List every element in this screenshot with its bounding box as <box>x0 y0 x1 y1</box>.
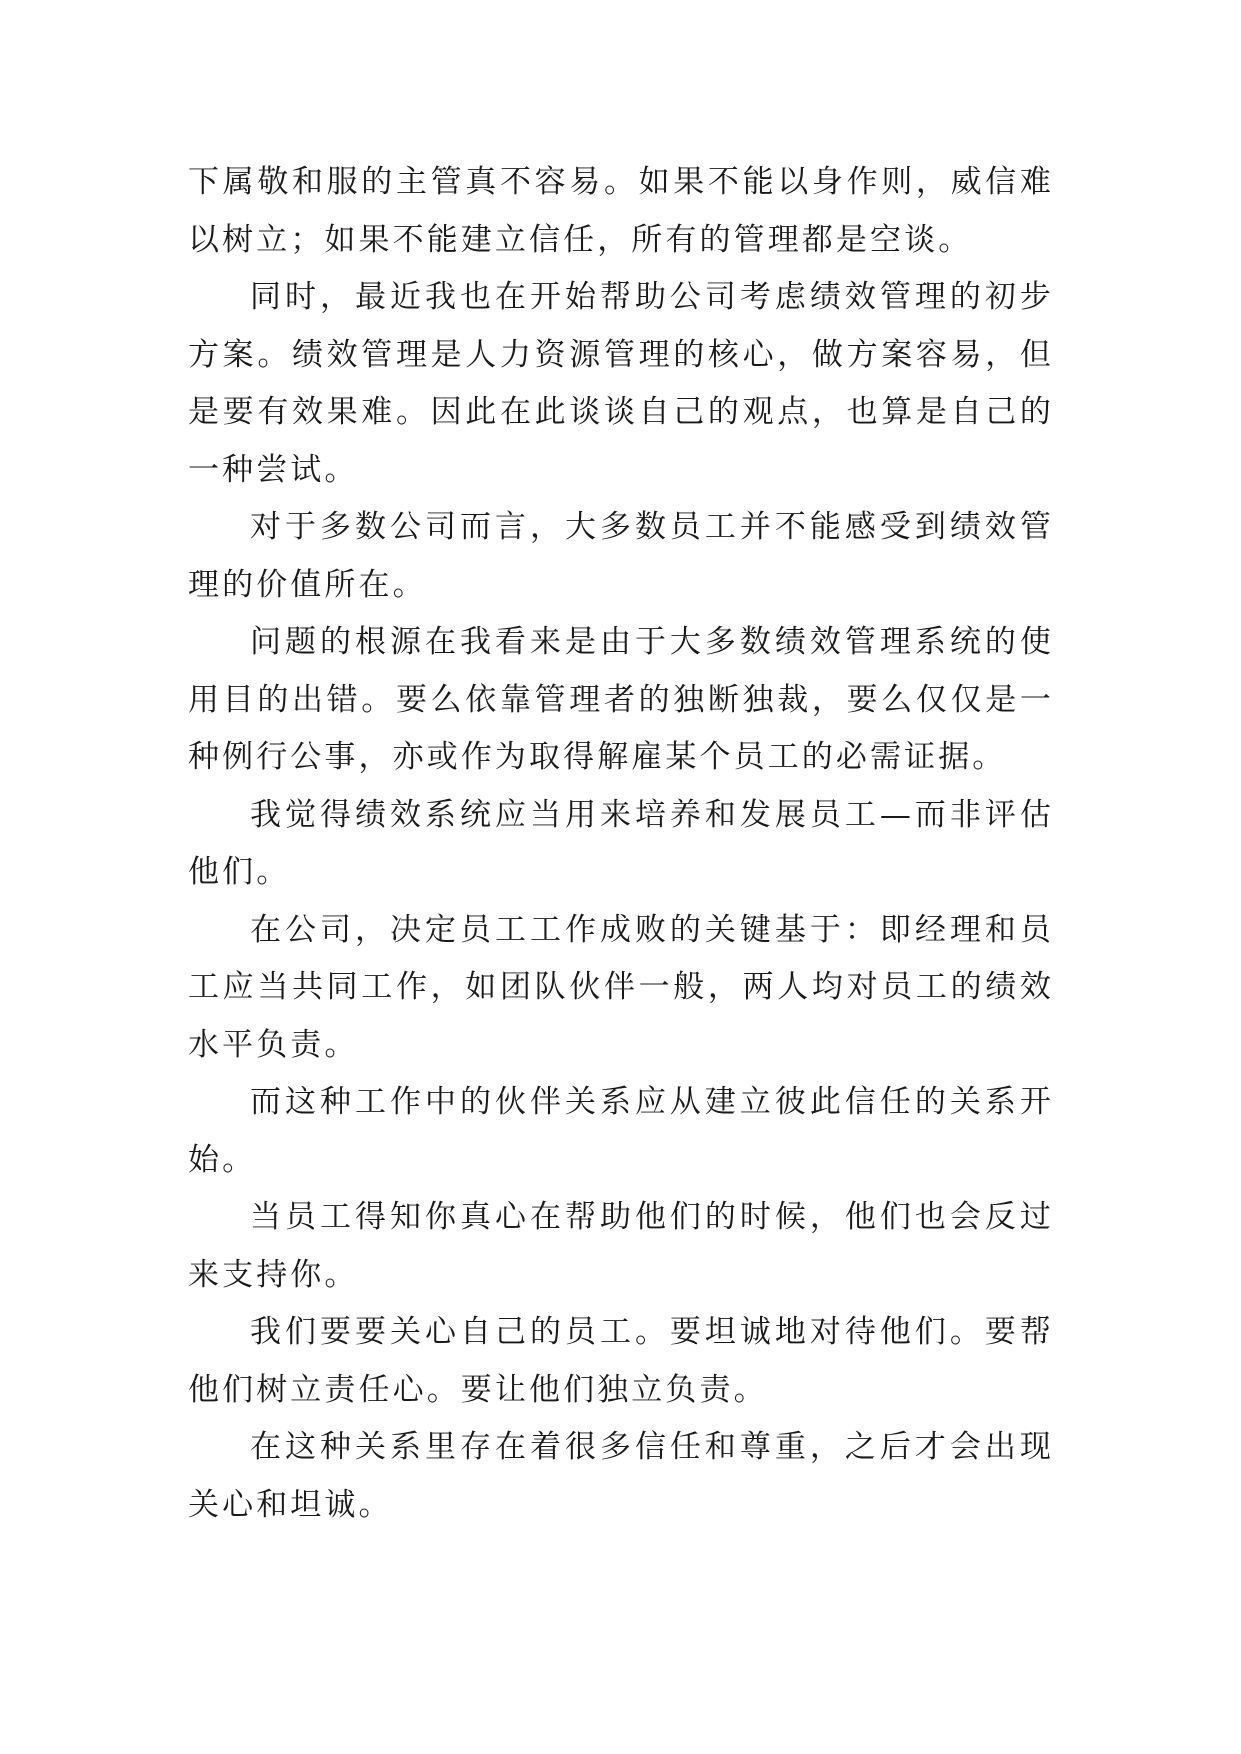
paragraph: 我觉得绩效系统应当用来培养和发展员工—而非评估他们。 <box>188 796 1054 890</box>
paragraph: 我们要要关心自己的员工。要坦诚地对待他们。要帮他们树立责任心。要让他们独立负责。 <box>188 1314 1054 1408</box>
paragraph: 同时，最近我也在开始帮助公司考虑绩效管理的初步方案。绩效管理是人力资源管理的核心，做方案容易，但是要有效果难。因此在此谈谈自己的观点，也算是自己的一种尝试。 <box>188 279 1054 488</box>
paragraph-continuation: 下属敬和服的主管真不容易。如果不能以身作则，威信难以树立；如果不能建立信任，所有的管理都是空谈。 <box>188 164 1054 258</box>
paragraph: 而这种工作中的伙伴关系应从建立彼此信任的关系开始。 <box>188 1084 1054 1178</box>
paragraph: 对于多数公司而言，大多数员工并不能感受到绩效管理的价值所在。 <box>188 509 1054 603</box>
paragraph: 在公司，决定员工工作成败的关键基于：即经理和员工应当共同工作，如团队伙伴一般，两人均对员工的绩效水平负责。 <box>188 911 1054 1063</box>
document-body <box>188 154 1054 1534</box>
paragraph: 当员工得知你真心在帮助他们的时候，他们也会反过来支持你。 <box>188 1199 1054 1293</box>
paragraph: 在这种关系里存在着很多信任和尊重，之后才会出现关心和坦诚。 <box>188 1429 1054 1523</box>
paragraph: 问题的根源在我看来是由于大多数绩效管理系统的使用目的出错。要么依靠管理者的独断独裁，要么仅仅是一种例行公事，亦或作为取得解雇某个员工的必需证据。 <box>188 624 1054 775</box>
